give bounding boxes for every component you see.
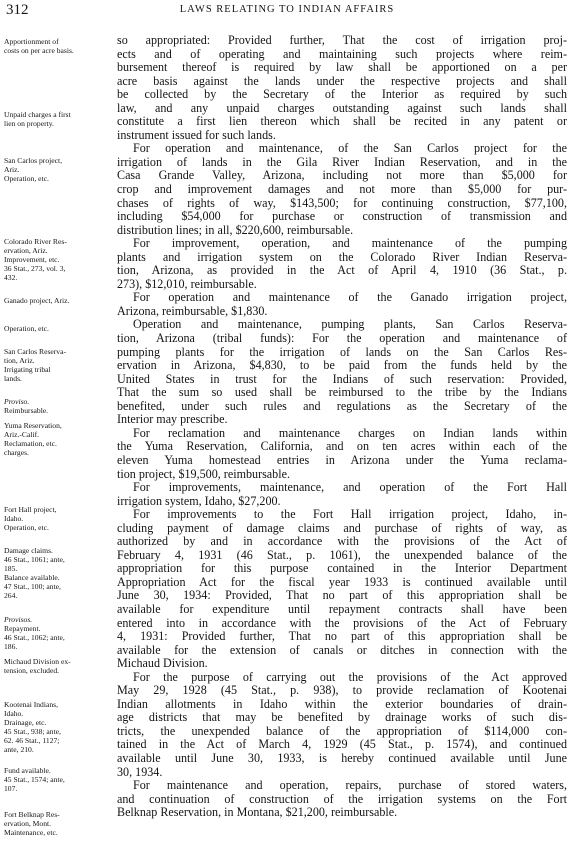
body-line: February 4, 1931 (46 Stat., p. 1061), the unexpended balance of the <box>117 547 567 562</box>
margin-note-line: Michaud Division ex- <box>4 657 71 666</box>
margin-note <box>4 505 110 532</box>
margin-note-line: 46 Stat., 1062; ante, <box>4 633 65 642</box>
body-line: eleven Yuma homestead entries in Arizona under the Yuma reclama- <box>117 452 567 467</box>
body-line: Casa Grande Valley, Arizona, including not more than $5,000 for <box>117 168 567 183</box>
body-line: available until June 30, 1933, is hereby continued available until June <box>117 750 567 765</box>
margin-note-line: tension, excluded. <box>4 666 60 675</box>
margin-note <box>4 657 110 675</box>
margin-note <box>4 810 110 837</box>
body-line: plants and irrigation system on the Colorado River Indian Reserva- <box>117 249 567 264</box>
margin-note-line: San Carlos Reserva- <box>4 347 66 356</box>
body-line: appropriation for this purpose contained in the Interior Department <box>117 561 567 576</box>
body-line: Arizona, reimbursable, $1,830. <box>117 303 268 318</box>
margin-note <box>4 546 110 600</box>
margin-note-line: 46 Stat., 1061; ante, <box>4 555 65 564</box>
page-number: 312 <box>6 2 29 18</box>
body-line: For reclamation and maintenance charges on Indian lands within <box>133 425 567 440</box>
margin-note-line: 62. 46 Stat., 1127; <box>4 736 60 745</box>
margin-note-line: costs on per acre basis. <box>4 46 74 55</box>
body-line: That the sum so used shall be reimbursed to the tribe by the Indians <box>117 385 567 400</box>
body-line: distribution lines; in all, $220,600, reimbursable. <box>117 222 354 237</box>
margin-note <box>4 700 110 754</box>
body-line: and continuation of construction of the irrigation systems on the Fort <box>117 791 567 806</box>
margin-note-line: charges. <box>4 448 29 457</box>
margin-note-line: Balance available. <box>4 573 60 582</box>
body-line: ects and of operating and maintaining such projects where reim- <box>117 46 567 61</box>
margin-note-line: tion, Ariz. <box>4 356 35 365</box>
margin-note-line: Operation, etc. <box>4 523 49 532</box>
body-line: acre basis against the lands under the respective projects and shall <box>117 73 567 88</box>
margin-note-line: Unpaid charges a first <box>4 110 71 119</box>
body-line: United States in trust for the Indians of such reservation: Provided, <box>117 371 567 386</box>
body-line: the Yuma Reservation, California, and on ten acres within each of the <box>117 439 567 454</box>
margin-note-line: Reclamation, etc. <box>4 439 57 448</box>
margin-note-line: 36 Stat., 273, vol. 3, <box>4 264 66 273</box>
body-line: law, and any unpaid charges outstanding against such lands shall <box>117 100 567 115</box>
body-line: instrument issued for such lands. <box>117 127 276 142</box>
body-line: June 30, 1934: Provided, That no part of this appropriation shall be <box>117 588 567 603</box>
margin-note-line: Kootenai Indians, <box>4 700 58 709</box>
margin-note-line: Fort Belknap Res- <box>4 810 60 819</box>
body-line: For operation and maintenance, of the San Carlos project for the <box>133 141 567 156</box>
body-line: so appropriated: Provided further, That the cost of irrigation proj- <box>117 33 567 47</box>
margin-note <box>4 347 110 383</box>
body-line: irrigation of lands in the Gila River Indian Reservation, and in the <box>117 154 567 169</box>
margin-note <box>4 421 110 457</box>
margin-note <box>4 37 110 55</box>
margin-note-line: 185. <box>4 564 18 573</box>
margin-note <box>4 237 110 282</box>
margin-note <box>4 397 110 415</box>
margin-note-line: 264. <box>4 591 18 600</box>
margin-note-line: Ganado project, Ariz. <box>4 296 70 305</box>
running-title: LAWS RELATING TO INDIAN AFFAIRS <box>179 4 395 15</box>
margin-note-line: 432. <box>4 273 18 282</box>
margin-note-line: lands. <box>4 374 22 383</box>
body-line: Belknap Reservation, in Montana, $21,200, reimbursable. <box>117 805 398 820</box>
body-line: bursement thereof is required by law shall be apportioned on a per <box>117 60 567 75</box>
margin-note <box>4 156 110 183</box>
body-line: benefited, under such rules and regulations as the Secretary of the <box>117 398 567 413</box>
margin-note-line: 45 Stat., 1574; ante, <box>4 775 65 784</box>
margin-note <box>4 615 110 651</box>
margin-note-line: 107. <box>4 784 18 793</box>
margin-note-line: Reimbursable. <box>4 406 49 415</box>
body-line: entered into in accordance with the provisions of the Act of February <box>117 615 567 630</box>
margin-note-line: Idaho. <box>4 709 24 718</box>
body-line: For maintenance and operation, repairs, purchase of stored waters, <box>133 778 567 793</box>
margin-note <box>4 296 110 305</box>
margin-note-line: Drainage, etc. <box>4 718 47 727</box>
body-line: authorized by and in accordance with the provisions of the Act of <box>117 534 567 549</box>
body-line: tion, Arizona (tribal funds): For the operation and maintenance of <box>117 331 567 346</box>
body-text <box>117 34 567 820</box>
body-line: For the purpose of carrying out the provisions of the Act approved <box>133 669 567 684</box>
margin-note-line: Idaho. <box>4 514 24 523</box>
body-line: available for the extension of canals or ditches in connection with the <box>117 642 567 657</box>
margin-note-line: ante, 210. <box>4 745 34 754</box>
margin-note-line: 186. <box>4 642 18 651</box>
body-line: irrigation system, Idaho, $27,200. <box>117 493 281 508</box>
margin-note <box>4 324 110 333</box>
body-line: For operation and maintenance of the Ganado irrigation project, <box>133 290 567 305</box>
body-line: be collected by the Secretary of the Interior as required by such <box>117 87 567 102</box>
body-line: age districts that may be benefited by drainage works of such dis- <box>117 710 567 725</box>
margin-note-line: Apportionment of <box>4 37 59 46</box>
body-line: including $54,000 for purchase or construction of transmission and <box>117 209 567 224</box>
margin-note-line: San Carlos project, <box>4 156 62 165</box>
margin-note <box>4 110 110 128</box>
body-line: tricts, the unexpended balance of the appropriation of $114,000 con- <box>117 723 567 738</box>
margin-note-line: ervation, Ariz. <box>4 246 48 255</box>
margin-note-line: lien on property. <box>4 119 54 128</box>
body-line: cluding payment of damage claims and purchase of rights of way, as <box>117 520 567 535</box>
margin-note-line: Repayment. <box>4 624 41 633</box>
body-line: tion, Arizona, as provided in the Act of April 4, 1910 (36 Stat., p. <box>117 263 567 278</box>
body-line: Michaud Division. <box>117 656 208 671</box>
body-line: 273), $12,010, reimbursable. <box>117 276 257 291</box>
margin-note-line: Yuma Reservation, <box>4 421 62 430</box>
margin-note <box>4 766 110 793</box>
body-line: Interior may prescribe. <box>117 412 228 427</box>
body-line: available for expenditure until repayment contracts shall have been <box>117 601 567 616</box>
body-line: crop and improvement damages and not more than $5,000 for pur- <box>117 182 567 197</box>
body-line: For improvements, maintenance, and operation of the Fort Hall <box>133 480 567 495</box>
margin-note-line: Improvement, etc. <box>4 255 60 264</box>
body-line: 4, 1931: Provided further, That no part of this appropriation shall be <box>117 629 567 644</box>
body-line: Appropriation Act for the fiscal year 1933 is continued available until <box>117 574 567 589</box>
body-line: ervation in Arizona, $4,830, to be paid from the funds held by the <box>117 358 567 373</box>
margin-note-line: Maintenance, etc. <box>4 828 58 837</box>
margin-note-line: 47 Stat., 100; ante, <box>4 582 61 591</box>
margin-note-line: Proviso. <box>4 397 30 406</box>
margin-note-line: Fund available. <box>4 766 51 775</box>
body-line: tained in the Act of March 4, 1929 (45 Stat., p. 1574), and continued <box>117 737 567 752</box>
body-line: chases of rights of way, $143,500; for continuing construction, $77,100, <box>117 195 567 210</box>
margin-note-line: Operation, etc. <box>4 174 49 183</box>
body-line: For improvement, operation, and maintenance of the pumping <box>133 236 567 251</box>
body-line: 30, 1934. <box>117 764 163 779</box>
margin-note-line: Provisos. <box>4 615 33 624</box>
margin-note-line: Fort Hall project, <box>4 505 57 514</box>
body-line: tion project, $19,500, reimbursable. <box>117 466 290 481</box>
margin-note-line: Damage claims. <box>4 546 53 555</box>
body-line: Indian allotments in Idaho within the exterior boundaries of drain- <box>117 696 567 711</box>
margin-note-line: Irrigating tribal <box>4 365 51 374</box>
body-line: May 29, 1928 (45 Stat., p. 938), to provide reclamation of Kootenai <box>117 683 567 698</box>
margin-note-line: 45 Stat., 938; ante, <box>4 727 61 736</box>
body-line: pumping plants for the irrigation of lands on the San Carlos Res- <box>117 344 567 359</box>
margin-note-line: Ariz.-Calif. <box>4 430 40 439</box>
margin-note-line: Colorado River Res- <box>4 237 67 246</box>
body-line: Operation and maintenance, pumping plants, San Carlos Reserva- <box>133 317 567 332</box>
margin-note-line: Ariz. <box>4 165 20 174</box>
body-line: For improvements to the Fort Hall irrigation project, Idaho, in- <box>133 507 567 522</box>
margin-note-line: ervation, Mont. <box>4 819 52 828</box>
body-line: constitute a first lien thereon which shall be recited in any patent or <box>117 114 567 129</box>
margin-note-line: Operation, etc. <box>4 324 49 333</box>
margin-notes <box>0 0 112 854</box>
